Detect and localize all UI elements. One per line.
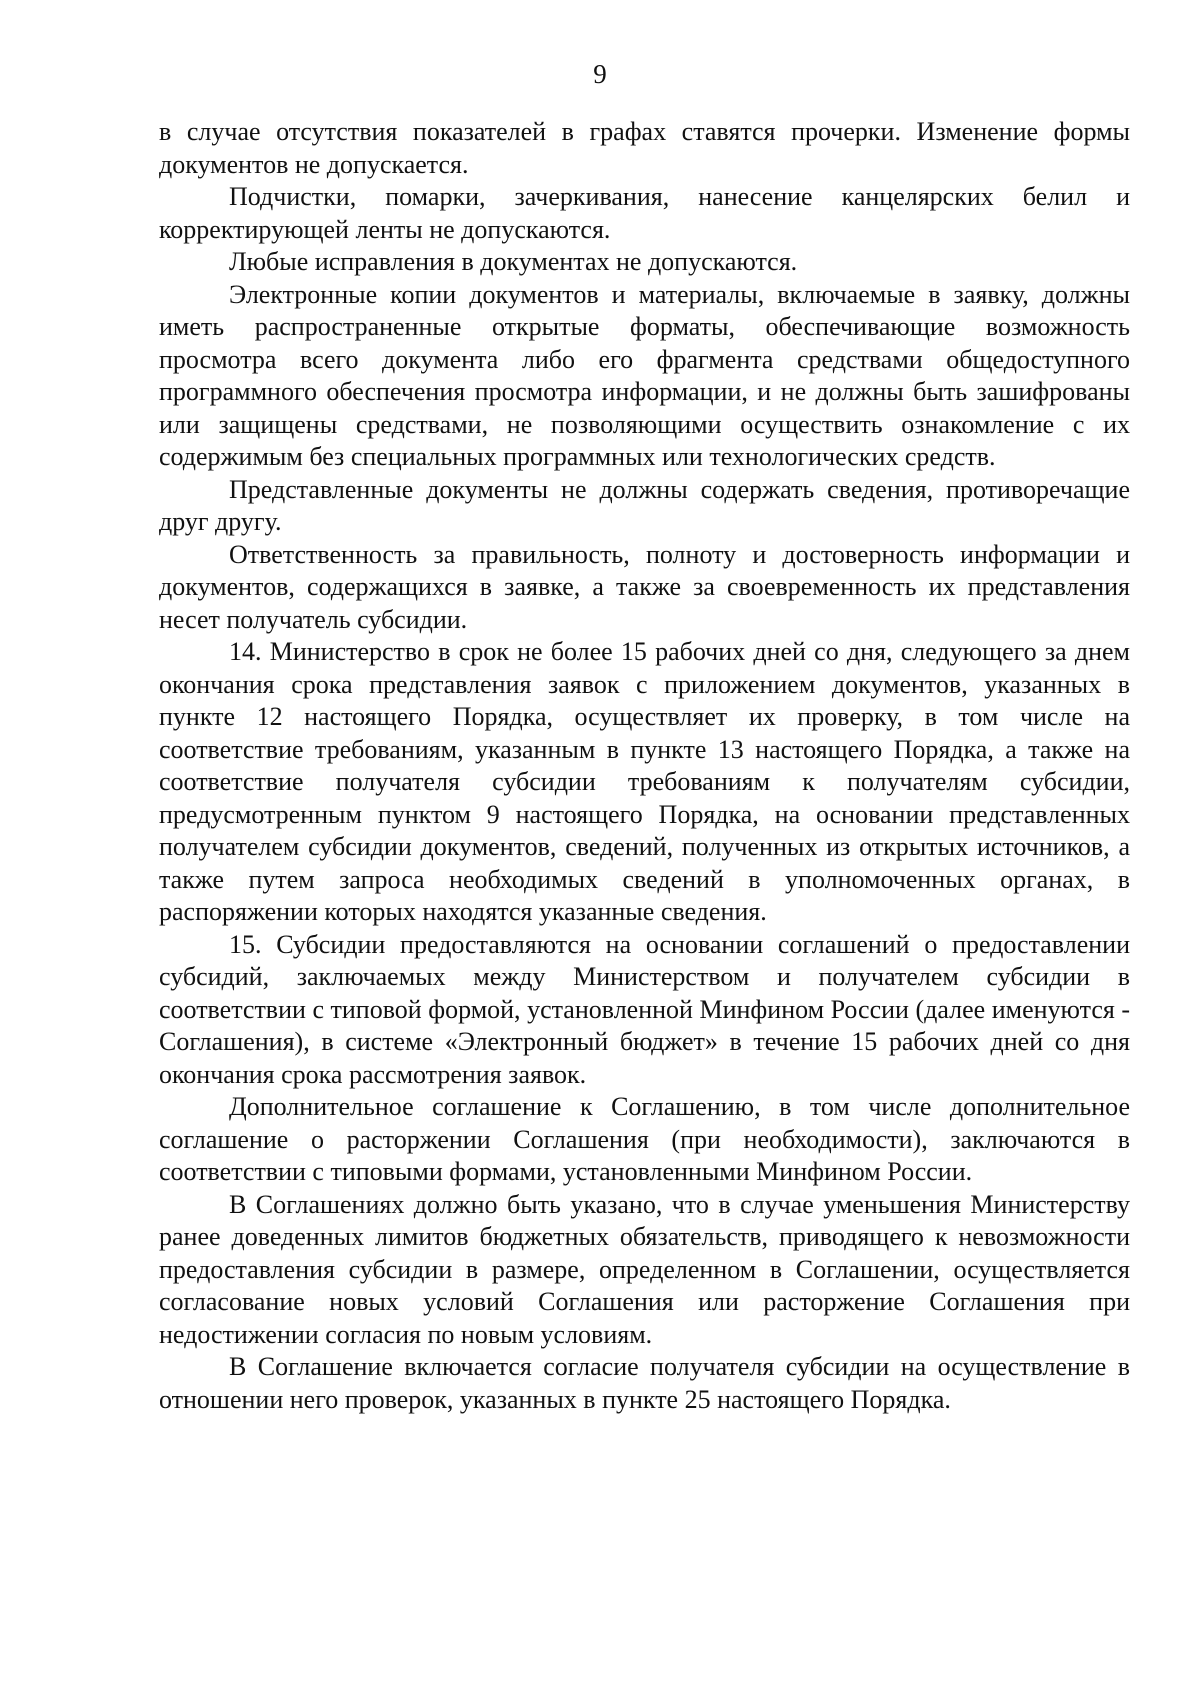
paragraph-limits-reduction: В Соглашениях должно быть указано, что в случае уменьшения Министерству ранее доведенных лимитов бюджетных обязательств, приводящего к невозможности предоставления субсидии в размере, определенном в Соглашении, осуществляется согласование новых условий Соглашения или расторжение Соглашения при недостижении согласия по новым условиям. xyxy=(159,1189,1130,1349)
paragraph-additional-agreement: Дополнительное соглашение к Соглашению, в том числе дополнительное соглашение о расторжении Соглашения (при необходимости), заключаются в соответствии с типовыми формами, установленными Минфином России. xyxy=(159,1092,1130,1186)
document-body xyxy=(159,116,1130,1416)
paragraph-item-14: 14. Министерство в срок не более 15 рабочих дней со дня, следующего за днем окончания срока представления заявок с приложением документов, указанных в пункте 12 настоящего Порядка, осуществляет их проверку, в том числе на соответствие требованиям, указанным в пункте 13 настоящего Порядка, а также на соответствие получателя субсидии требованиям к получателям субсидии, предусмотренным пунктом 9 настоящего Порядка, на основании представленных получателем субсидии документов, сведений, полученных из открытых источников, а также путем запроса необходимых сведений в уполномоченных органах, в распоряжении которых находятся указанные сведения. xyxy=(159,637,1130,926)
paragraph-item-15: 15. Субсидии предоставляются на основании соглашений о предоставлении субсидий, заключаемых между Министерством и получателем субсидии в соответствии с типовой формой, установленной Минфином России (далее именуются - Соглашения), в системе «Электронный бюджет» в течение 15 рабочих дней со дня окончания срока рассмотрения заявок. xyxy=(159,929,1130,1089)
paragraph-electronic-copies: Электронные копии документов и материалы, включаемые в заявку, должны иметь распространенные открытые форматы, обеспечивающие возможность просмотра всего документа либо его фрагмента средствами общедоступного программного обеспечения просмотра информации, и не должны быть зашифрованы или защищены средствами, не позволяющими осуществить ознакомление с их содержимым без специальных программных или технологических средств. xyxy=(159,279,1130,471)
paragraph-continuation: в случае отсутствия показателей в графах ставятся прочерки. Изменение формы документов не допускается. xyxy=(159,117,1130,179)
page-number: 9 xyxy=(593,59,607,89)
paragraph-no-contradictions: Представленные документы не должны содержать сведения, противоречащие друг другу. xyxy=(159,474,1130,536)
paragraph-inspections-consent: В Соглашение включается согласие получателя субсидии на осуществление в отношении него проверок, указанных в пункте 25 настоящего Порядка. xyxy=(159,1352,1130,1414)
paragraph-no-corrections: Любые исправления в документах не допускаются. xyxy=(229,247,798,276)
paragraph-responsibility: Ответственность за правильность, полноту и достоверность информации и документов, содержащихся в заявке, а также за своевременность их представления несет получатель субсидии. xyxy=(159,539,1130,634)
paragraph-no-erasures: Подчистки, помарки, зачеркивания, нанесение канцелярских белил и корректирующей ленты не допускаются. xyxy=(159,182,1130,244)
